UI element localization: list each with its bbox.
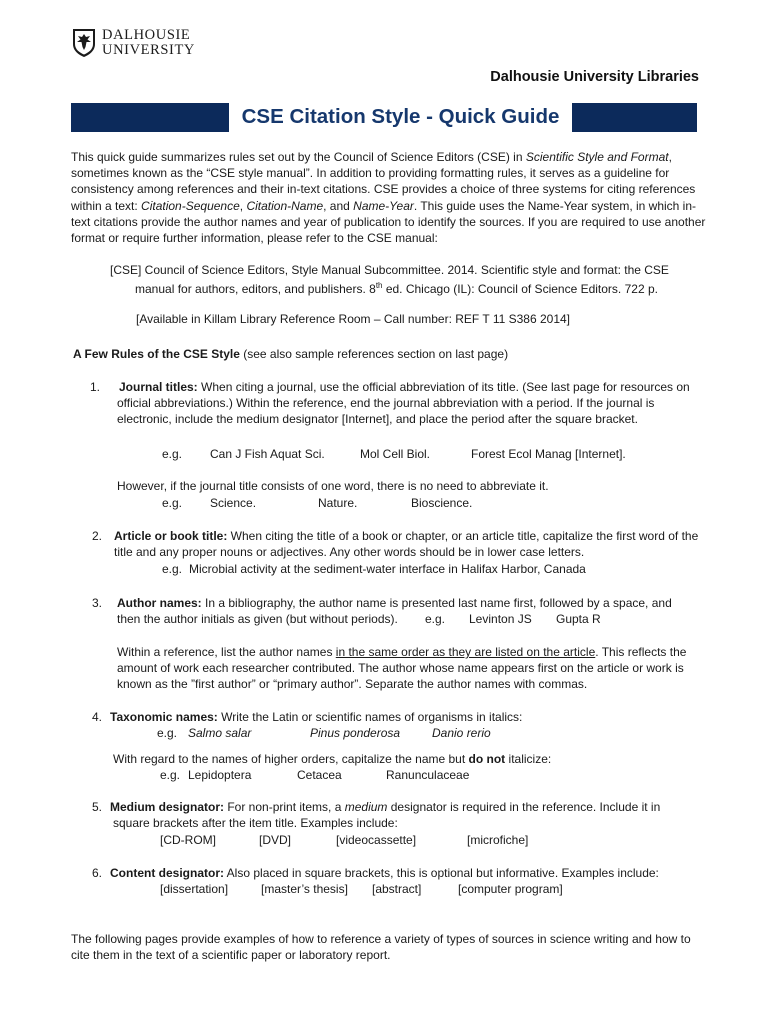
rule-3-heading: Author names: — [117, 596, 202, 610]
rule-3-line-2: then the author initials as given (but without periods). — [117, 612, 398, 626]
killam-call-number: [Available in Killam Library Reference Room – Call number: REF T 11 S386 2014] — [136, 312, 570, 326]
medium-example: [DVD] — [259, 833, 292, 847]
eg-label: e.g. — [162, 496, 183, 510]
rule-1-text — [117, 379, 707, 428]
closing-paragraph: The following pages provide examples of how to reference a variety of types of sources in science writing and how to cite them in the text of a scientific paper or laboratory report. — [71, 932, 691, 963]
rule-4-line — [110, 709, 522, 725]
journal-example: Bioscience. — [411, 496, 473, 510]
author-example: Levinton JS — [469, 612, 532, 626]
manual-line-2b: ed. Chicago (IL): Council of Science Editors. 722 p. — [382, 282, 658, 297]
rules-heading-bold: A Few Rules of the CSE Style — [73, 347, 240, 361]
intro-text-3: . This guide uses the Name-Year system, in which in-text citations provide the author names and year of publication to identify the sources. If you are required to use another format or require further information, please refer to the CSE manual: — [71, 198, 706, 246]
rule-2-heading: Article or book title: — [114, 529, 228, 543]
journal-example: Forest Ecol Manag [Internet]. — [471, 447, 626, 461]
shield-icon — [72, 28, 96, 58]
rule-number: 1. — [89, 380, 100, 394]
content-example: [master’s thesis] — [261, 882, 348, 896]
intro-name-year: Name-Year — [353, 198, 414, 213]
rule-5-line-2: square brackets after the item title. Examples include: — [113, 816, 398, 830]
intro-text-2: , sometimes known as the “CSE style manual”. In addition to providing formatting rules, it serves as a guideline for consistency among references and their in-text citations. CSE provides a choice of three systems for citing references within a text: — [71, 150, 696, 213]
rule-2-body: When citing the title of a book or chapter, or an article title, capitalize the first word of the title and any proper nouns or adjectives. Any other words should be in lower case letters. — [114, 529, 699, 560]
content-example: [computer program] — [458, 882, 563, 896]
rule-2-text — [114, 528, 710, 560]
journal-example: Nature. — [318, 496, 358, 510]
rule-6-body: Also placed in square brackets, this is optional but informative. Examples include: — [224, 866, 659, 880]
medium-example: [microfiche] — [467, 833, 529, 847]
taxon-example: Danio rerio — [432, 726, 491, 740]
eg-label: e.g. — [160, 768, 181, 782]
intro-citation-name: Citation-Name — [246, 198, 324, 213]
rule-4-higher — [113, 751, 551, 767]
rule-5-line-1 — [110, 799, 660, 815]
libraries-heading: Dalhousie University Libraries — [490, 69, 699, 85]
eg-label: e.g. — [157, 726, 178, 740]
journal-example: Mol Cell Biol. — [360, 447, 431, 461]
title-bar-left — [71, 103, 229, 132]
intro-sep-1: , — [239, 198, 247, 213]
rule-5-heading: Medium designator: — [110, 800, 225, 814]
medium-example: [videocassette] — [336, 833, 417, 847]
manual-edition-sup: th — [375, 281, 383, 291]
rule-3-within-b: . This reflects the amount of work each researcher contributed. The author whose name appears first on the article or work is known as the ”first author” or “primary author”. Separate the author names with commas. — [117, 645, 687, 692]
logo-line-1: DALHOUSIE — [102, 27, 191, 43]
rule-6-heading: Content designator: — [110, 866, 224, 880]
rule-5-body-b: designator is required in the reference. Include it in — [387, 800, 661, 814]
intro-text-1: This quick guide summarizes rules set out by the Council of Science Editors (CSE) in — [71, 150, 526, 164]
rules-heading — [73, 346, 508, 362]
medium-example: [CD-ROM] — [160, 833, 216, 847]
taxon-example: Salmo salar — [188, 726, 252, 740]
rule-3-body-1: In a bibliography, the author name is presented last name first, followed by a space, and — [201, 596, 672, 610]
rule-5-body-a: For non-print items, a — [224, 800, 345, 814]
page-title: CSE Citation Style - Quick Guide — [241, 105, 560, 128]
title-bar-right — [572, 103, 697, 132]
rule-4-do-not: do not — [468, 752, 506, 766]
rule-4-heading: Taxonomic names: — [110, 710, 218, 724]
eg-label: e.g. — [162, 447, 183, 461]
manual-line-2a: manual for authors, editors, and publishers. 8 — [135, 282, 376, 297]
rule-number: 5. — [91, 800, 102, 814]
journal-example: Can J Fish Aquat Sci. — [210, 447, 325, 461]
logo-line-2: UNIVERSITY — [102, 42, 195, 58]
eg-label: e.g. — [425, 612, 446, 626]
rule-4-higher-b: italicize: — [505, 752, 552, 766]
rule-1-body: When citing a journal, use the official abbreviation of its title. (See last page for resources on official abbreviations.) Within the reference, end the journal abbreviation with a period. If the journal is electronic, include the medium designator [Internet], and place the period after the square bracket. — [117, 380, 690, 427]
title-example: Microbial activity at the sediment-water interface in Halifax Harbor, Canada — [189, 562, 586, 576]
rule-1-heading: Journal titles: — [119, 380, 198, 394]
rule-3-within-underline: in the same order as they are listed on the article — [335, 645, 596, 659]
rule-4-body: Write the Latin or scientific names of organisms in italics: — [217, 710, 523, 724]
rule-5-medium: medium — [344, 800, 388, 814]
journal-example: Science. — [210, 496, 257, 510]
rule-number: 6. — [91, 866, 102, 880]
intro-paragraph — [71, 149, 706, 246]
taxon-example: Pinus ponderosa — [310, 726, 401, 740]
rule-3-line-1 — [117, 595, 672, 611]
intro-citation-sequence: Citation-Sequence — [141, 198, 240, 213]
content-example: [dissertation] — [160, 882, 229, 896]
rule-1-however: However, if the journal title consists of one word, there is no need to abbreviate it. — [117, 479, 549, 493]
manual-line-1: [CSE] Council of Science Editors, Style Manual Subcommittee. 2014. Scientific style and format: the CSE — [110, 263, 669, 277]
taxon-example: Cetacea — [297, 768, 342, 782]
content-example: [abstract] — [372, 882, 422, 896]
rule-6-line — [110, 865, 659, 881]
rule-number: 3. — [91, 596, 102, 610]
taxon-example: Lepidoptera — [188, 768, 252, 782]
rules-heading-rest: (see also sample references section on last page) — [239, 347, 509, 361]
eg-label: e.g. — [162, 562, 183, 576]
manual-reference — [110, 262, 700, 297]
rule-3-within-a: Within a reference, list the author names — [117, 645, 336, 659]
taxon-example: Ranunculaceae — [386, 768, 470, 782]
rule-4-higher-a: With regard to the names of higher orders, capitalize the name but — [113, 752, 469, 766]
intro-book-title: Scientific Style and Format — [525, 150, 669, 164]
university-logo — [72, 28, 195, 58]
rule-number: 4. — [91, 710, 102, 724]
intro-sep-2: , and — [323, 198, 354, 213]
rule-3-within — [117, 644, 709, 693]
author-example: Gupta R — [556, 612, 601, 626]
rule-number: 2. — [91, 529, 102, 543]
